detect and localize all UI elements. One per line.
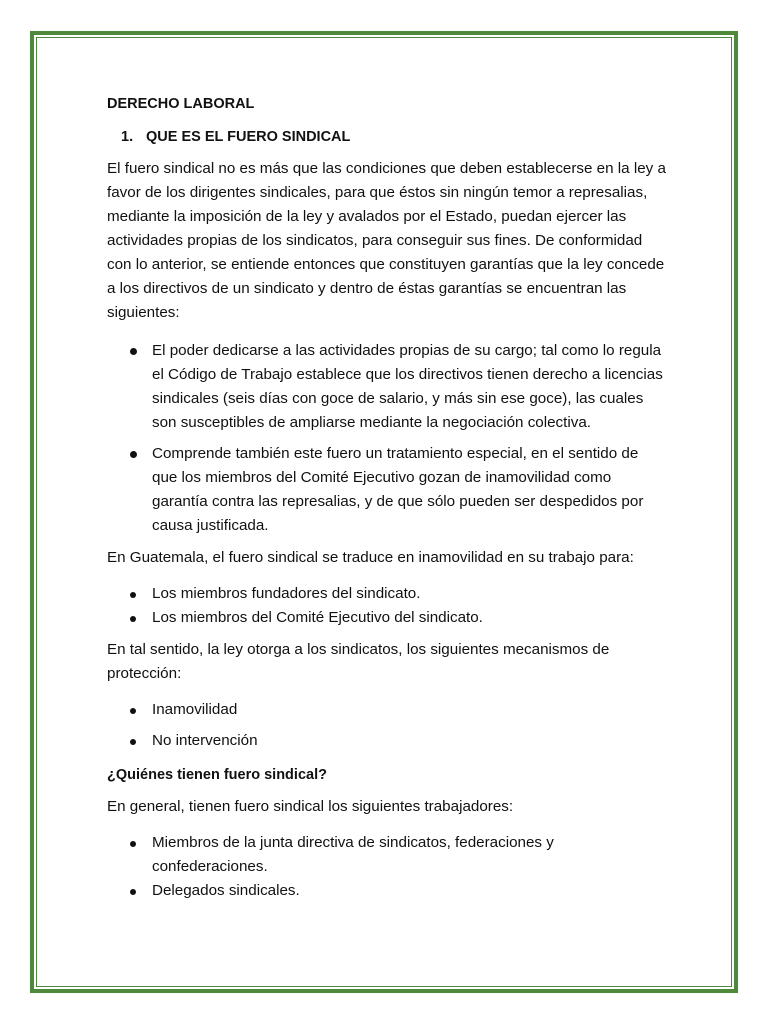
list-item [107,339,667,435]
bullet-icon [130,739,136,745]
list-item [107,698,667,722]
guatemala-paragraph: En Guatemala, el fuero sindical se traduce en inamovilidad en su trabajo para: [107,549,634,566]
list-item [107,582,667,606]
list-item [107,729,667,753]
bullet-icon [130,889,136,895]
bullet-icon [130,841,136,847]
bullet-icon [130,451,137,458]
list-item-text: Inamovilidad [152,701,238,718]
bullet-icon [130,592,136,598]
document-title: DERECHO LABORAL [107,96,255,112]
question-heading: ¿Quiénes tienen fuero sindical? [107,767,327,783]
list-item-text: Los miembros del Comité Ejecutivo del sindicato. [152,609,483,626]
list-item-text: Delegados sindicales. [152,882,300,899]
list-item [107,879,667,903]
workers-list [107,831,667,903]
list-item [107,606,667,630]
list-item-text: Los miembros fundadores del sindicato. [152,585,421,602]
guatemala-list [107,582,667,630]
bullet-icon [130,616,136,622]
list-item [107,831,667,879]
list-item-text: Comprende también este fuero un tratamiento especial, en el sentido de que los miembros del Comité Ejecutivo gozan de inamovilidad como garantía contra las represalias, y de que sólo pueden ser despedidos por causa justificada. [152,445,644,534]
workers-paragraph: En general, tienen fuero sindical los siguientes trabajadores: [107,798,514,815]
list-item-text: Miembros de la junta directiva de sindicatos, federaciones y confederaciones. [152,834,554,875]
bullet-icon [130,348,137,355]
section-number: 1. [121,129,134,145]
mechanisms-list [107,698,667,753]
mechanisms-paragraph: En tal sentido, la ley otorga a los sindicatos, los siguientes mecanismos de protección: [107,641,610,682]
document-body [107,92,667,903]
guarantees-list [107,339,667,538]
list-item-text: El poder dedicarse a las actividades propias de su cargo; tal como lo regula el Código de Trabajo establece que los directivos tienen derecho a licencias sindicales (seis días con goce de salario, y más sin ese goce), las cuales son susceptibles de ampliarse mediante la negociación colectiva. [152,342,663,431]
list-item [107,442,667,538]
list-item-text: No intervención [152,732,258,749]
bullet-icon [130,708,136,714]
intro-paragraph: El fuero sindical no es más que las condiciones que deben establecerse en la ley a favor de los dirigentes sindicales, para que éstos sin ningún temor a represalias, mediante la imposición de la ley y avalados por el Estado, puedan ejercer las actividades propias de los sindicatos, para conseguir sus fines. De conformidad con lo anterior, se entiende entonces que constituyen garantías que la ley concede a los directivos de un sindicato y dentro de éstas garantías se encuentran las siguientes: [107,160,666,321]
section-heading [121,125,667,149]
section-title: QUE ES EL FUERO SINDICAL [146,129,351,145]
